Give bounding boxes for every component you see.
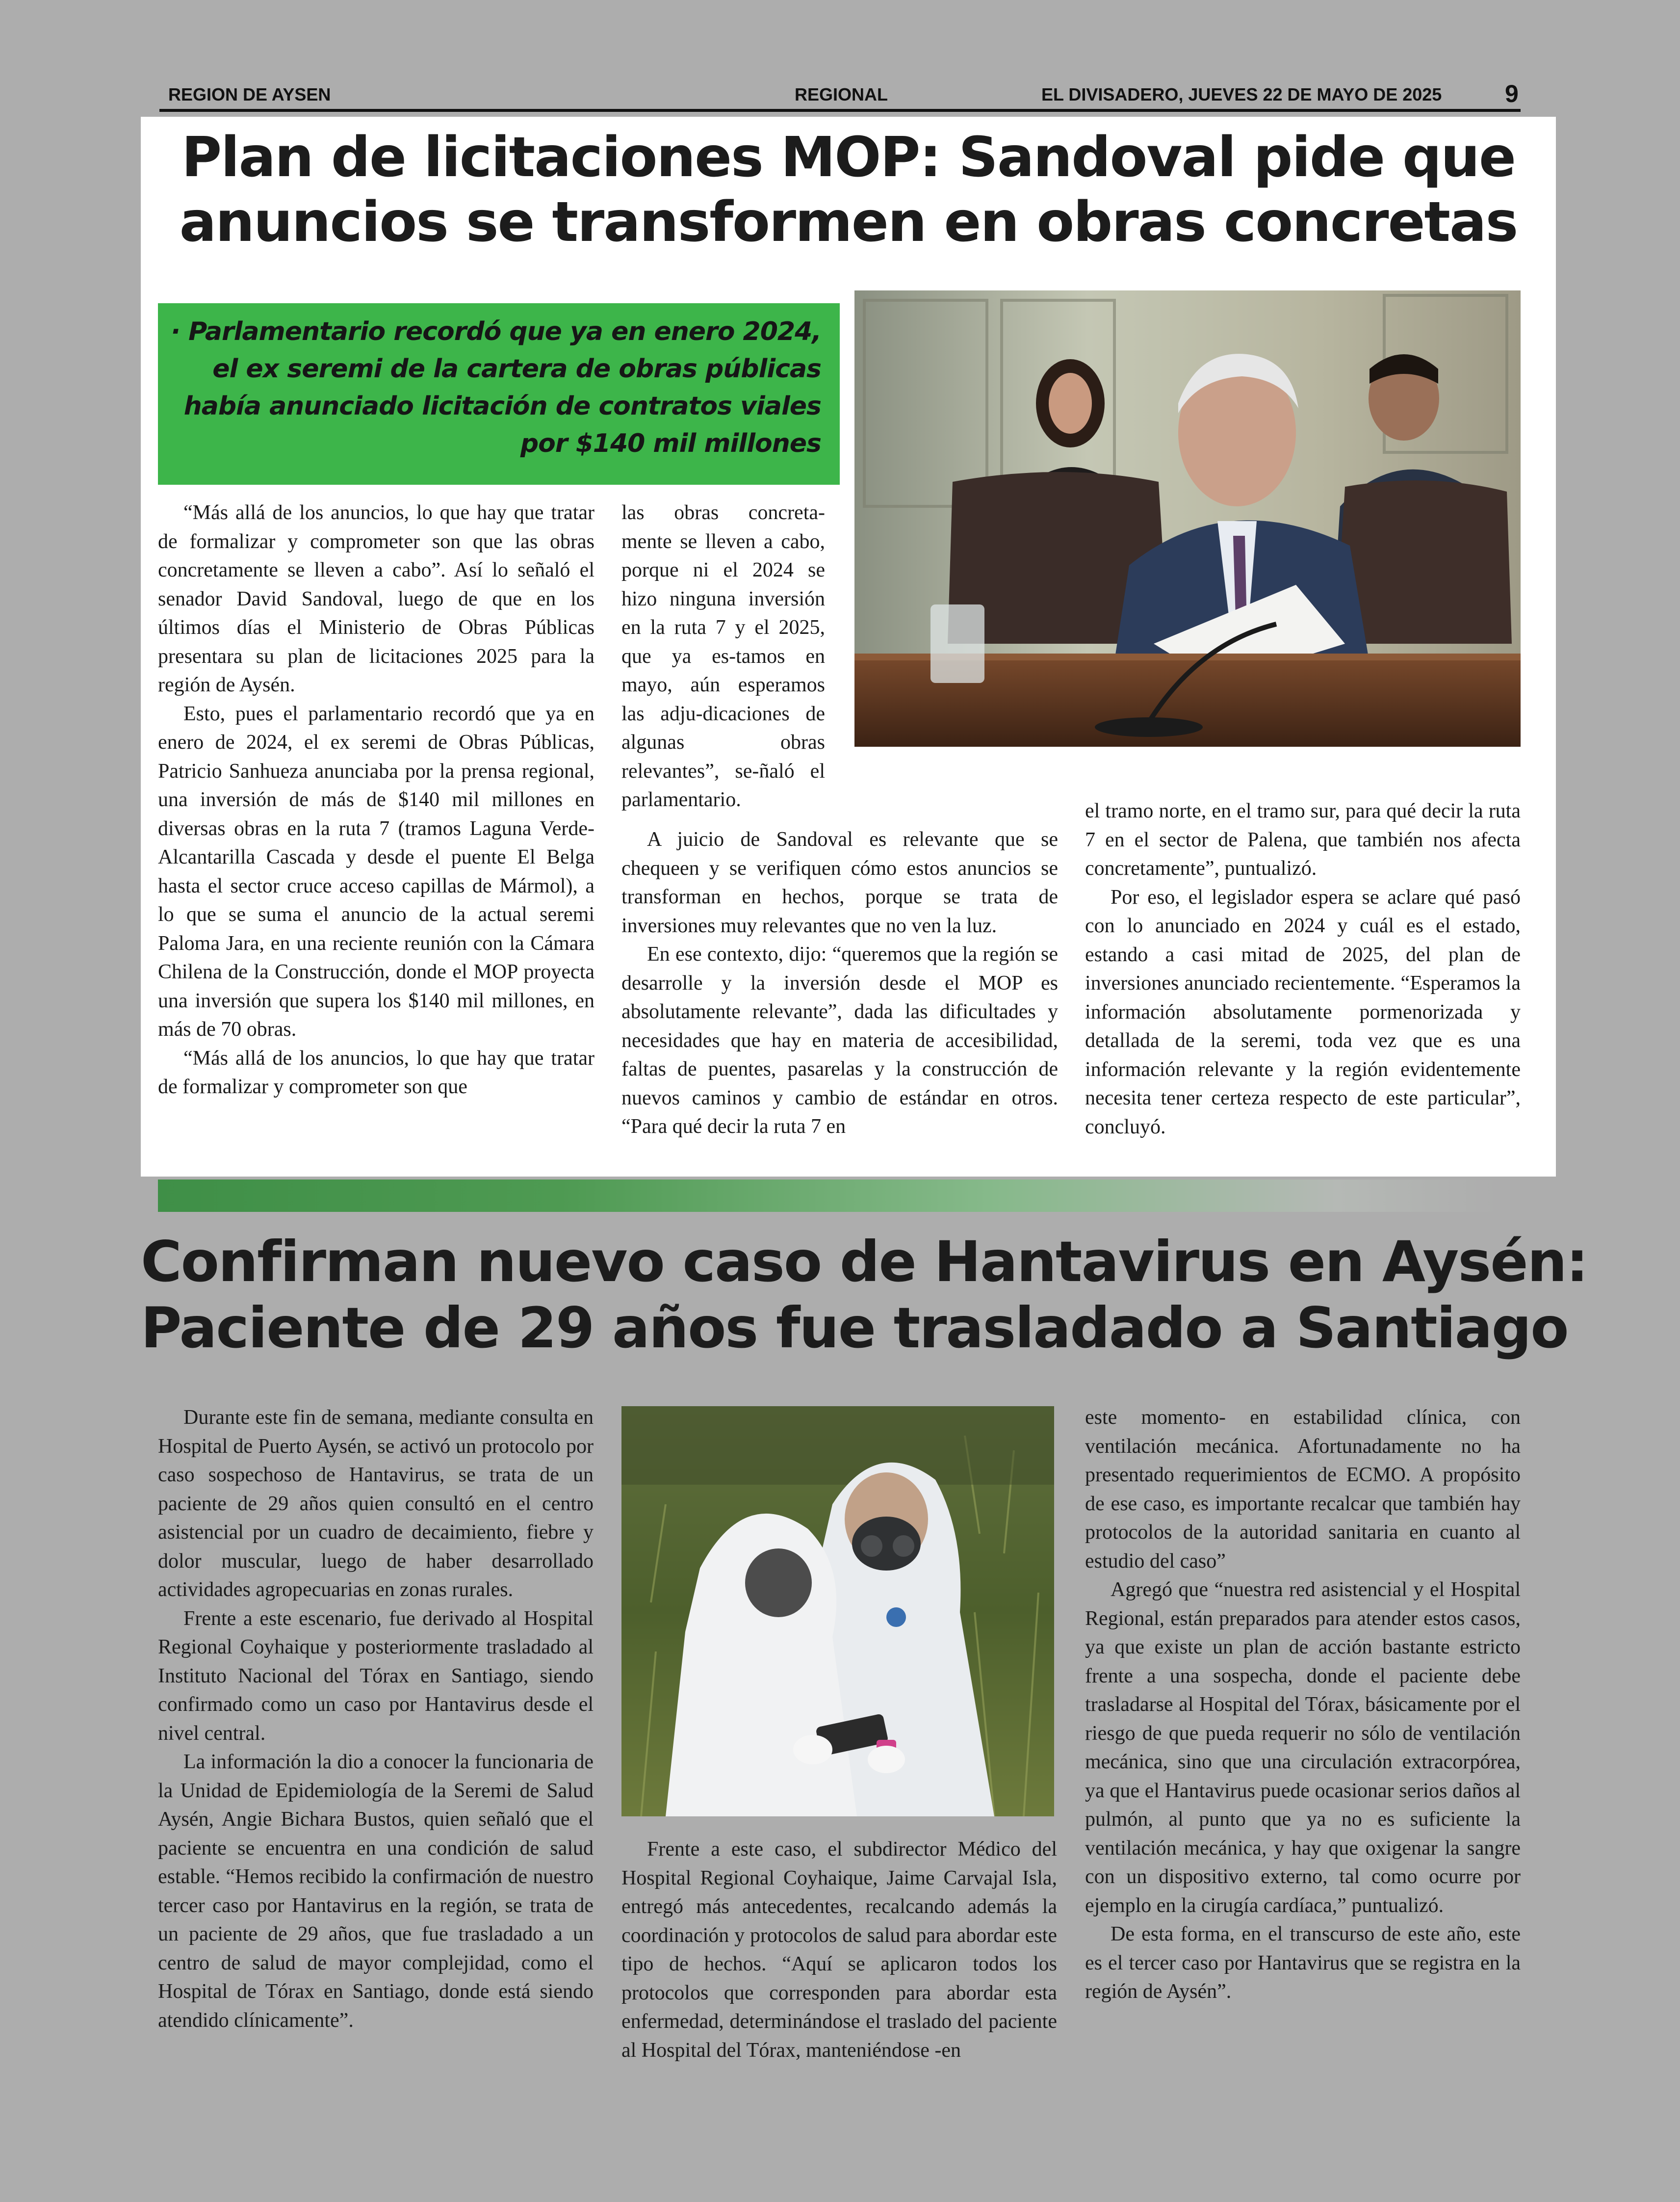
page-number: 9: [1505, 80, 1519, 107]
article-1-headline-line1: Plan de licitaciones MOP: Sandoval pide que: [181, 126, 1515, 189]
article-1-col3-paragraph: el tramo norte, en el tramo sur, para qué decir la ruta 7 en el sector de Palena, que también nos afecta concretamente”, puntualizó.: [1085, 800, 1521, 880]
article-1-col1-paragraph: “Más allá de los anuncios, lo que hay que tratar de formalizar y comprometer son que las obras concretamente se lleven a cabo”. Así lo señaló el senador David Sandoval, luego de que en los últimos días el Ministerio de Obras Públicas presentara su plan de licitaciones 2025 para la región de Aysén.: [158, 501, 594, 696]
article-1-column-2: [621, 825, 1058, 1141]
article-2-headline-line1: Confirman nuevo caso de Hantavirus en Aysén:: [141, 1229, 1588, 1294]
article-1-headline: [141, 125, 1556, 255]
article-2-col1-paragraph: Frente a este escenario, fue derivado al Hospital Regional Coyhaique y posteriormente trasladado al Instituto Nacional del Tórax en Santiago, siendo confirmado como un caso por Hantavirus desde el nivel central.: [158, 1607, 594, 1745]
header-rule: [159, 109, 1521, 112]
article-2-headline: [141, 1229, 1588, 1361]
article-1-column-3: [1085, 797, 1521, 1141]
article-2-column-2: [621, 1835, 1057, 2065]
article-1-col2-paragraph: A juicio de Sandoval es relevante que se chequeen y se verifiquen cómo estos anuncios se transforman en hechos, porque se trata de inversiones muy relevantes que no ven la luz.: [621, 828, 1058, 937]
article-2-col1-paragraph: La información la dio a conocer la funcionaria de la Unidad de Epidemiología de la Seremi de Salud Aysén, Angie Bichara Bustos, quien señaló que el paciente se encuentra en una condición de salud estable. “Hemos recibido la confirmación de nuestro tercer caso por Hantavirus en la región, se trata de un paciente de 29 años, que fue trasladado a un centro de salud de mayor complejidad, como el Hospital de Tórax en Santiago, donde está siendo atendido clínicamente”.: [158, 1751, 594, 2032]
article-2-col2-paragraph: Frente a este caso, el subdirector Médico del Hospital Regional Coyhaique, Jaime Carvajal Isla, entregó más antecedentes, recalcando además la coordinación y protocolos de salud para abordar este tipo de hechos. “Aquí se aplicaron todos los protocolos que corresponden para abordar esta enfermedad, determinándose el traslado del paciente al Hospital del Tórax, manteniéndose -en: [621, 1838, 1057, 2062]
article-2-photo: [621, 1406, 1054, 1816]
section-label-left: REGION DE AYSEN: [168, 84, 331, 105]
article-2-column-1: [158, 1403, 594, 2035]
article-1-photo: [854, 290, 1521, 747]
article-1-column-2-narrow: [621, 498, 825, 814]
dateline: EL DIVISADERO, JUEVES 22 DE MAYO DE 2025: [1041, 84, 1442, 105]
article-2-col1-paragraph: Durante este fin de semana, mediante consulta en Hospital de Puerto Aysén, se activó un protocolo por caso sospechoso de Hantavirus, se trata de un paciente de 29 años quien consultó en el centro asistencial por un cuadro de decaimiento, fiebre y dolor muscular, luego de haber desarrollado actividades agropecuarias en zonas rurales.: [158, 1406, 594, 1601]
section-divider-bar: [158, 1180, 1497, 1212]
article-1-col2-paragraph: En ese contexto, dijo: “queremos que la región se desarrolle y la inversión desde el MOP es absolutamente relevante”, dada las dificultades y necesidades que hay en materia de accesibilidad, faltas de puentes, pasarelas y la construcción de nuevos caminos y cambio de estándar en otros. “Para qué decir la ruta 7 en: [621, 943, 1058, 1138]
article-2-col3-paragraph: este momento- en estabilidad clínica, con ventilación mecánica. Afortunadamente no ha presentado requerimientos de ECMO. A propósito de ese caso, es importante recalcar que también hay protocolos de la autoridad sanitaria en cuanto al estudio del caso”: [1085, 1406, 1521, 1573]
article-1-headline-line2: anuncios se transformen en obras concretas: [179, 190, 1518, 255]
article-1-col3-paragraph: Por eso, el legislador espera se aclare qué pasó con lo anunciado en 2024 y cuál es el estado, estando a casi mitad de 2025, del plan de inversiones anunciado recientemente. “Esperamos la información absolutamente pormenorizada y detallada de la seremi, toda vez que es una información relevante y la región evidentemente necesita tener certeza respecto de este particular”, concluyó.: [1085, 886, 1521, 1138]
article-1-summary-box: [158, 303, 840, 485]
article-1-col2-continuation: las obras concreta-mente se lleven a cabo, porque ni el 2024 se hizo ninguna inversión en la ruta 7 y el 2025, que ya es-tamos en mayo, aún esperamos las adju-dicaciones de algunas obras relevantes”, se-ñaló el parlamentario.: [621, 501, 825, 811]
article-1-col1-paragraph: “Más allá de los anuncios, lo que hay que tratar de formalizar y comprometer son que: [158, 1047, 594, 1098]
article-1-summary: · Parlamentario recordó que ya en enero 2024, el ex seremi de la cartera de obras públicas había anunciado licitación de contratos viales por $140 mil millones: [171, 317, 821, 458]
article-1-col1-paragraph: Esto, pues el parlamentario recordó que ya en enero de 2024, el ex seremi de Obras Públicas, Patricio Sanhueza anunciaba por la prensa regional, una inversión de más de $140 mil millones en diversas obras en la ruta 7 (tramos Laguna Verde-Alcantarilla Cascada y desde el puente El Belga hasta el sector cruce acceso capillas de Mármol), a lo que se suma el anuncio de la actual seremi Paloma Jara, en una reciente reunión con la Cámara Chilena de la Construcción, donde el MOP proyecta una inversión que supera los $140 mil millones, en más de 70 obras.: [158, 702, 594, 1041]
section-label-center: REGIONAL: [795, 84, 888, 105]
article-2-column-3: [1085, 1403, 1521, 2006]
article-2-col3-paragraph: De esta forma, en el transcurso de este año, este es el tercer caso por Hantavirus que se registra en la región de Aysén”.: [1085, 1923, 1521, 2003]
article-2-col3-paragraph: Agregó que “nuestra red asistencial y el Hospital Regional, están preparados para atender estos casos, ya que existe un plan de acción bastante estricto frente a una sospecha, donde el paciente debe trasladarse al Hospital del Tórax, básicamente por el riesgo de que pueda requerir no sólo de ventilación mecánica, sino que una circulación extracorpórea, ya que el Hantavirus puede ocasionar serios daños al pulmón, al punto que ya no es suficiente la ventilación mecánica, y hay que oxigenar la sangre con un dispositivo externo, tal como ocurre por ejemplo en la cirugía cardíaca,” puntualizó.: [1085, 1578, 1521, 1917]
article-1-column-1: [158, 498, 594, 1101]
article-2-headline-line2: Paciente de 29 años fue trasladado a Santiago: [141, 1295, 1568, 1361]
